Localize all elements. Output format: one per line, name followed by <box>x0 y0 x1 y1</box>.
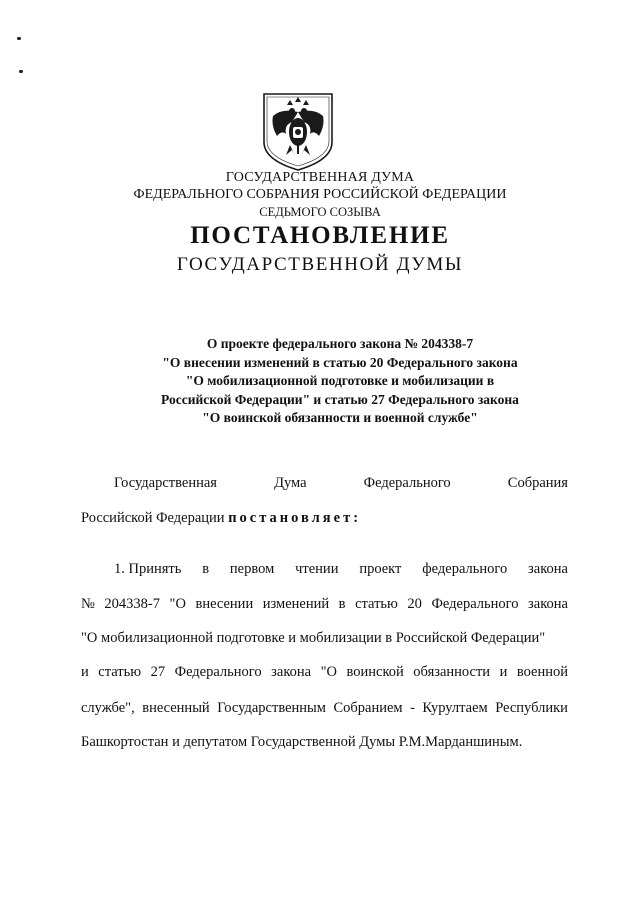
org-name-line-1: ГОСУДАРСТВЕННАЯ ДУМА <box>225 170 415 185</box>
subject-line: "О мобилизационной подготовке и мобилизации в <box>185 373 495 388</box>
preamble-line: Государственная Дума Федерального Собрания <box>114 475 568 491</box>
preamble-line: Российской Федерации постановляет: <box>81 510 362 526</box>
item-1-line: 1. Принять в первом чтении проект федерального закона <box>114 561 568 577</box>
subject-line: "О воинской обязанности и военной службе" <box>202 410 478 425</box>
org-name-line-2: ФЕДЕРАЛЬНОГО СОБРАНИЯ РОССИЙСКОЙ ФЕДЕРАЦИИ <box>133 187 507 202</box>
coat-of-arms-icon <box>262 92 334 172</box>
item-1-line: "О мобилизационной подготовке и мобилизации в Российской Федерации" <box>81 630 546 646</box>
scan-mark <box>19 70 23 73</box>
subject-line: "О внесении изменений в статью 20 Федерального закона <box>162 354 518 370</box>
document-subtitle: ГОСУДАРСТВЕННОЙ ДУМЫ <box>176 254 464 275</box>
subject-line: О проекте федерального закона № 204338-7 <box>206 336 474 351</box>
item-1-line: № 204338-7 "О внесении изменений в статью 20 Федерального закона <box>81 596 568 612</box>
item-1-line: службе", внесенный Государственным Собранием - Курултаем Республики <box>81 700 568 716</box>
convocation: СЕДЬМОГО СОЗЫВА <box>259 205 381 219</box>
subject-line: Российской Федерации" и статью 27 Федерального закона <box>161 391 519 407</box>
item-1-line: Башкортостан и депутатом Государственной Думы Р.М.Марданшиным. <box>81 734 523 750</box>
item-1-line: и статью 27 Федерального закона "О воинской обязанности и военной <box>81 664 568 680</box>
decree-verb: постановляет: <box>228 510 362 526</box>
scan-mark <box>17 37 21 40</box>
document-title: ПОСТАНОВЛЕНИЕ <box>190 222 450 249</box>
resolution-subject <box>40 335 640 428</box>
